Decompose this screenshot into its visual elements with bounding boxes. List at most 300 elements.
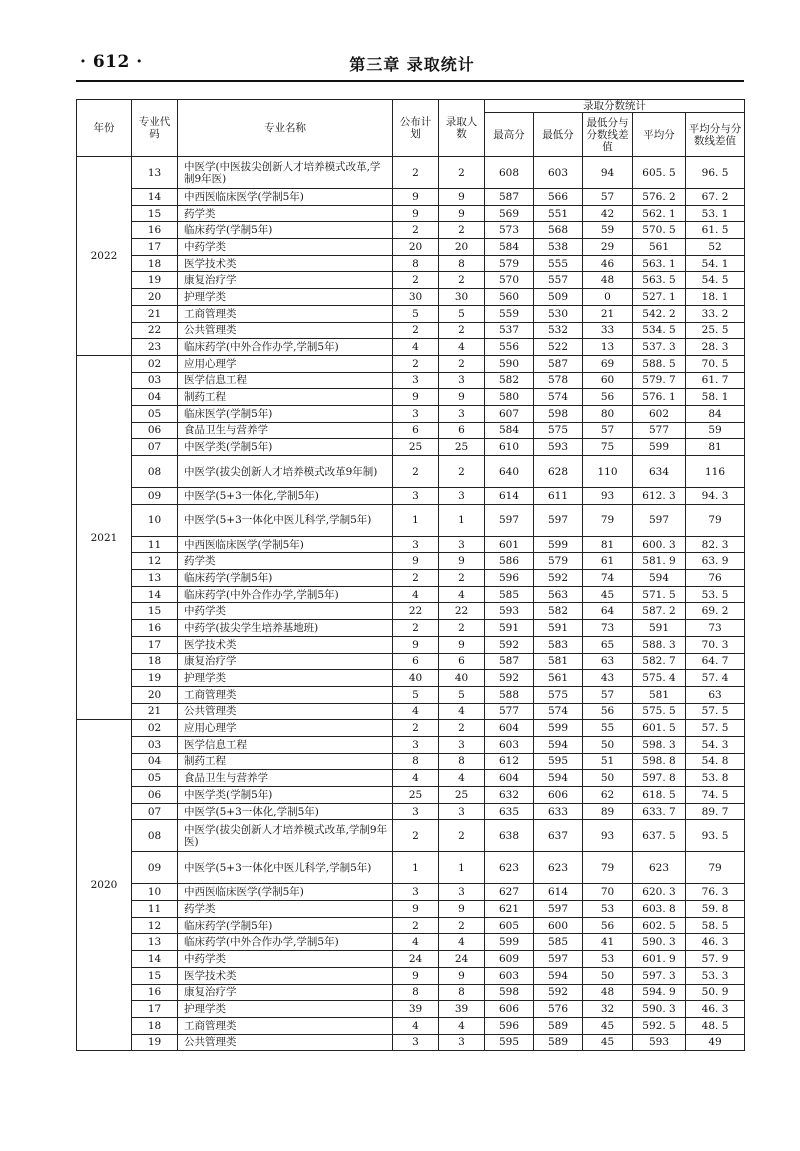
major-name-cell: 临床药学(学制5年) [178, 570, 393, 587]
min-diff-cell: 48 [583, 984, 633, 1001]
min-score-cell: 561 [534, 670, 583, 687]
max-score-cell: 605 [485, 917, 534, 934]
min-diff-cell: 93 [583, 488, 633, 505]
avg-diff-cell: 76 [686, 570, 745, 587]
min-score-cell: 611 [534, 488, 583, 505]
plan-cell: 8 [393, 255, 439, 272]
admitted-cell: 5 [439, 686, 485, 703]
min-score-cell: 597 [534, 901, 583, 918]
major-code-cell: 10 [132, 504, 178, 536]
avg-diff-cell: 116 [686, 456, 745, 488]
min-diff-cell: 55 [583, 720, 633, 737]
max-score-cell: 592 [485, 636, 534, 653]
avg-diff-cell: 63. 9 [686, 553, 745, 570]
header-plan: 公布计划 [393, 100, 439, 157]
min-diff-cell: 110 [583, 456, 633, 488]
min-score-cell: 575 [534, 686, 583, 703]
avg-diff-cell: 61. 5 [686, 222, 745, 239]
avg-score-cell: 579. 7 [633, 372, 686, 389]
table-row [77, 653, 745, 670]
page-header [80, 52, 744, 80]
avg-score-cell: 618. 5 [633, 787, 686, 804]
major-name-cell: 公共管理类 [178, 322, 393, 339]
min-score-cell: 594 [534, 770, 583, 787]
avg-diff-cell: 58. 5 [686, 917, 745, 934]
avg-diff-cell: 53. 1 [686, 205, 745, 222]
max-score-cell: 598 [485, 984, 534, 1001]
max-score-cell: 584 [485, 422, 534, 439]
major-name-cell: 中药学类 [178, 239, 393, 256]
min-diff-cell: 63 [583, 653, 633, 670]
min-score-cell: 593 [534, 439, 583, 456]
avg-score-cell: 602. 5 [633, 917, 686, 934]
plan-cell: 9 [393, 636, 439, 653]
plan-cell: 24 [393, 951, 439, 968]
header-min: 最低分 [534, 113, 583, 157]
table-row [77, 736, 745, 753]
min-score-cell: 509 [534, 289, 583, 306]
avg-score-cell: 537. 3 [633, 339, 686, 356]
plan-cell: 9 [393, 901, 439, 918]
min-score-cell: 579 [534, 553, 583, 570]
plan-cell: 2 [393, 355, 439, 372]
avg-diff-cell: 58. 1 [686, 389, 745, 406]
max-score-cell: 587 [485, 189, 534, 206]
major-name-cell: 中医学(5+3一体化,学制5年) [178, 803, 393, 820]
avg-score-cell: 527. 1 [633, 289, 686, 306]
min-diff-cell: 89 [583, 803, 633, 820]
major-code-cell: 07 [132, 803, 178, 820]
min-score-cell: 574 [534, 389, 583, 406]
major-name-cell: 康复治疗学 [178, 653, 393, 670]
min-diff-cell: 45 [583, 586, 633, 603]
major-code-cell: 16 [132, 222, 178, 239]
major-code-cell: 19 [132, 272, 178, 289]
avg-diff-cell: 79 [686, 852, 745, 884]
admitted-cell: 2 [439, 620, 485, 637]
plan-cell: 2 [393, 456, 439, 488]
plan-cell: 3 [393, 372, 439, 389]
min-diff-cell: 13 [583, 339, 633, 356]
admitted-cell: 40 [439, 670, 485, 687]
max-score-cell: 582 [485, 372, 534, 389]
admitted-cell: 3 [439, 488, 485, 505]
avg-diff-cell: 63 [686, 686, 745, 703]
min-diff-cell: 41 [583, 934, 633, 951]
chapter-title: 第三章 录取统计 [349, 55, 475, 74]
header-min-diff: 最低分与分数线差值 [583, 113, 633, 157]
major-code-cell: 18 [132, 255, 178, 272]
table-row [77, 720, 745, 737]
major-code-cell: 19 [132, 1034, 178, 1051]
major-name-cell: 工商管理类 [178, 1017, 393, 1034]
avg-diff-cell: 59 [686, 422, 745, 439]
avg-score-cell: 633. 7 [633, 803, 686, 820]
table-row [77, 372, 745, 389]
avg-score-cell: 563. 1 [633, 255, 686, 272]
table-head [77, 100, 745, 157]
min-diff-cell: 62 [583, 787, 633, 804]
major-code-cell: 21 [132, 703, 178, 720]
plan-cell: 5 [393, 305, 439, 322]
max-score-cell: 604 [485, 770, 534, 787]
table-row [77, 586, 745, 603]
min-diff-cell: 57 [583, 686, 633, 703]
avg-diff-cell: 84 [686, 405, 745, 422]
min-score-cell: 551 [534, 205, 583, 222]
major-code-cell: 12 [132, 917, 178, 934]
avg-diff-cell: 69. 2 [686, 603, 745, 620]
min-score-cell: 598 [534, 405, 583, 422]
max-score-cell: 596 [485, 1017, 534, 1034]
major-name-cell: 临床药学(中外合作办学,学制5年) [178, 339, 393, 356]
avg-score-cell: 570. 5 [633, 222, 686, 239]
major-name-cell: 护理学类 [178, 1001, 393, 1018]
min-score-cell: 595 [534, 753, 583, 770]
min-score-cell: 538 [534, 239, 583, 256]
table-row [77, 205, 745, 222]
table-row [77, 787, 745, 804]
plan-cell: 4 [393, 339, 439, 356]
plan-cell: 1 [393, 852, 439, 884]
min-score-cell: 530 [534, 305, 583, 322]
plan-cell: 25 [393, 439, 439, 456]
table-row [77, 355, 745, 372]
avg-diff-cell: 54. 5 [686, 272, 745, 289]
avg-diff-cell: 81 [686, 439, 745, 456]
header-major-name: 专业名称 [178, 100, 393, 157]
avg-diff-cell: 93. 5 [686, 820, 745, 852]
plan-cell: 3 [393, 803, 439, 820]
major-code-cell: 20 [132, 686, 178, 703]
major-code-cell: 05 [132, 405, 178, 422]
min-score-cell: 589 [534, 1034, 583, 1051]
avg-diff-cell: 33. 2 [686, 305, 745, 322]
major-name-cell: 中西医临床医学(学制5年) [178, 884, 393, 901]
major-code-cell: 12 [132, 553, 178, 570]
plan-cell: 3 [393, 536, 439, 553]
avg-score-cell: 598. 3 [633, 736, 686, 753]
admitted-cell: 2 [439, 570, 485, 587]
major-code-cell: 08 [132, 820, 178, 852]
major-code-cell: 10 [132, 884, 178, 901]
max-score-cell: 599 [485, 934, 534, 951]
avg-score-cell: 634 [633, 456, 686, 488]
avg-diff-cell: 61. 7 [686, 372, 745, 389]
table-row [77, 570, 745, 587]
min-score-cell: 522 [534, 339, 583, 356]
major-code-cell: 15 [132, 205, 178, 222]
avg-score-cell: 597. 8 [633, 770, 686, 787]
min-diff-cell: 56 [583, 703, 633, 720]
major-name-cell: 食品卫生与营养学 [178, 422, 393, 439]
avg-score-cell: 591 [633, 620, 686, 637]
major-name-cell: 工商管理类 [178, 686, 393, 703]
max-score-cell: 623 [485, 852, 534, 884]
plan-cell: 3 [393, 1034, 439, 1051]
avg-score-cell: 612. 3 [633, 488, 686, 505]
table-row [77, 884, 745, 901]
major-code-cell: 17 [132, 636, 178, 653]
max-score-cell: 537 [485, 322, 534, 339]
major-code-cell: 09 [132, 488, 178, 505]
plan-cell: 4 [393, 770, 439, 787]
admitted-cell: 4 [439, 1017, 485, 1034]
table-row [77, 670, 745, 687]
admitted-cell: 1 [439, 504, 485, 536]
avg-diff-cell: 57. 4 [686, 670, 745, 687]
avg-diff-cell: 89. 7 [686, 803, 745, 820]
table-row [77, 553, 745, 570]
table-row [77, 917, 745, 934]
table-row [77, 1017, 745, 1034]
major-code-cell: 20 [132, 289, 178, 306]
max-score-cell: 601 [485, 536, 534, 553]
admitted-cell: 9 [439, 636, 485, 653]
min-score-cell: 576 [534, 1001, 583, 1018]
major-code-cell: 14 [132, 189, 178, 206]
max-score-cell: 612 [485, 753, 534, 770]
min-diff-cell: 65 [583, 636, 633, 653]
major-name-cell: 临床药学(中外合作办学,学制5年) [178, 934, 393, 951]
major-code-cell: 11 [132, 901, 178, 918]
table-row [77, 289, 745, 306]
major-code-cell: 15 [132, 967, 178, 984]
avg-diff-cell: 18. 1 [686, 289, 745, 306]
year-cell: 2022 [77, 157, 132, 356]
admitted-cell: 9 [439, 967, 485, 984]
table-row [77, 405, 745, 422]
major-code-cell: 16 [132, 620, 178, 637]
admitted-cell: 3 [439, 884, 485, 901]
min-score-cell: 575 [534, 422, 583, 439]
admitted-cell: 2 [439, 820, 485, 852]
min-score-cell: 532 [534, 322, 583, 339]
plan-cell: 9 [393, 389, 439, 406]
header-avg: 平均分 [633, 113, 686, 157]
admission-score-table [76, 99, 745, 1051]
major-code-cell: 06 [132, 422, 178, 439]
avg-diff-cell: 53. 3 [686, 967, 745, 984]
min-score-cell: 614 [534, 884, 583, 901]
plan-cell: 1 [393, 504, 439, 536]
plan-cell: 2 [393, 917, 439, 934]
avg-score-cell: 594 [633, 570, 686, 587]
avg-diff-cell: 50. 9 [686, 984, 745, 1001]
year-cell: 2020 [77, 720, 132, 1051]
avg-score-cell: 637. 5 [633, 820, 686, 852]
max-score-cell: 640 [485, 456, 534, 488]
min-diff-cell: 64 [583, 603, 633, 620]
max-score-cell: 606 [485, 1001, 534, 1018]
avg-score-cell: 605. 5 [633, 157, 686, 189]
major-name-cell: 公共管理类 [178, 1034, 393, 1051]
max-score-cell: 608 [485, 157, 534, 189]
plan-cell: 4 [393, 1017, 439, 1034]
min-diff-cell: 51 [583, 753, 633, 770]
min-score-cell: 582 [534, 603, 583, 620]
plan-cell: 4 [393, 703, 439, 720]
major-code-cell: 18 [132, 653, 178, 670]
max-score-cell: 569 [485, 205, 534, 222]
header-score-stats: 录取分数统计 [485, 100, 745, 113]
min-score-cell: 594 [534, 736, 583, 753]
table-row [77, 984, 745, 1001]
min-diff-cell: 29 [583, 239, 633, 256]
min-diff-cell: 53 [583, 951, 633, 968]
avg-diff-cell: 57. 5 [686, 703, 745, 720]
min-diff-cell: 50 [583, 967, 633, 984]
table-row [77, 603, 745, 620]
major-name-cell: 临床药学(学制5年) [178, 917, 393, 934]
table-row [77, 636, 745, 653]
major-code-cell: 13 [132, 570, 178, 587]
min-score-cell: 592 [534, 984, 583, 1001]
major-name-cell: 制药工程 [178, 389, 393, 406]
min-diff-cell: 60 [583, 372, 633, 389]
avg-score-cell: 561 [633, 239, 686, 256]
table-row [77, 1001, 745, 1018]
major-name-cell: 临床药学(学制5年) [178, 222, 393, 239]
min-diff-cell: 59 [583, 222, 633, 239]
min-diff-cell: 73 [583, 620, 633, 637]
avg-diff-cell: 73 [686, 620, 745, 637]
min-diff-cell: 70 [583, 884, 633, 901]
header-major-code: 专业代码 [132, 100, 178, 157]
plan-cell: 2 [393, 620, 439, 637]
max-score-cell: 627 [485, 884, 534, 901]
plan-cell: 9 [393, 205, 439, 222]
plan-cell: 2 [393, 157, 439, 189]
major-name-cell: 医学信息工程 [178, 372, 393, 389]
min-score-cell: 599 [534, 720, 583, 737]
table-row [77, 934, 745, 951]
max-score-cell: 573 [485, 222, 534, 239]
avg-diff-cell: 46. 3 [686, 1001, 745, 1018]
min-score-cell: 555 [534, 255, 583, 272]
max-score-cell: 593 [485, 603, 534, 620]
avg-score-cell: 597. 3 [633, 967, 686, 984]
min-score-cell: 633 [534, 803, 583, 820]
admitted-cell: 9 [439, 901, 485, 918]
min-score-cell: 587 [534, 355, 583, 372]
table-row [77, 157, 745, 189]
max-score-cell: 580 [485, 389, 534, 406]
min-diff-cell: 75 [583, 439, 633, 456]
max-score-cell: 604 [485, 720, 534, 737]
major-name-cell: 护理学类 [178, 670, 393, 687]
admitted-cell: 25 [439, 439, 485, 456]
admitted-cell: 24 [439, 951, 485, 968]
table-row [77, 967, 745, 984]
min-score-cell: 606 [534, 787, 583, 804]
admitted-cell: 2 [439, 272, 485, 289]
min-score-cell: 591 [534, 620, 583, 637]
major-name-cell: 医学技术类 [178, 255, 393, 272]
avg-score-cell: 575. 4 [633, 670, 686, 687]
min-diff-cell: 74 [583, 570, 633, 587]
major-name-cell: 中医学(拔尖创新人才培养模式改革9年制) [178, 456, 393, 488]
avg-diff-cell: 46. 3 [686, 934, 745, 951]
table-row [77, 389, 745, 406]
admitted-cell: 25 [439, 787, 485, 804]
plan-cell: 39 [393, 1001, 439, 1018]
avg-score-cell: 601. 9 [633, 951, 686, 968]
plan-cell: 3 [393, 736, 439, 753]
admitted-cell: 39 [439, 1001, 485, 1018]
table-row [77, 1034, 745, 1051]
table-row [77, 703, 745, 720]
plan-cell: 9 [393, 553, 439, 570]
major-name-cell: 中医学(5+3一体化,学制5年) [178, 488, 393, 505]
avg-score-cell: 594. 9 [633, 984, 686, 1001]
plan-cell: 9 [393, 967, 439, 984]
min-diff-cell: 43 [583, 670, 633, 687]
major-code-cell: 17 [132, 239, 178, 256]
major-code-cell: 15 [132, 603, 178, 620]
table-row [77, 951, 745, 968]
major-name-cell: 医学技术类 [178, 967, 393, 984]
admitted-cell: 4 [439, 586, 485, 603]
avg-diff-cell: 54. 1 [686, 255, 745, 272]
major-code-cell: 21 [132, 305, 178, 322]
max-score-cell: 632 [485, 787, 534, 804]
admitted-cell: 30 [439, 289, 485, 306]
max-score-cell: 584 [485, 239, 534, 256]
max-score-cell: 638 [485, 820, 534, 852]
major-code-cell: 22 [132, 322, 178, 339]
admitted-cell: 3 [439, 803, 485, 820]
max-score-cell: 587 [485, 653, 534, 670]
major-name-cell: 临床医学(学制5年) [178, 405, 393, 422]
table-row [77, 339, 745, 356]
admitted-cell: 6 [439, 422, 485, 439]
min-diff-cell: 32 [583, 1001, 633, 1018]
plan-cell: 6 [393, 422, 439, 439]
major-code-cell: 02 [132, 720, 178, 737]
min-score-cell: 597 [534, 951, 583, 968]
avg-diff-cell: 57. 9 [686, 951, 745, 968]
avg-score-cell: 563. 5 [633, 272, 686, 289]
min-diff-cell: 46 [583, 255, 633, 272]
admitted-cell: 4 [439, 339, 485, 356]
avg-score-cell: 590. 3 [633, 1001, 686, 1018]
major-name-cell: 医学技术类 [178, 636, 393, 653]
avg-diff-cell: 74. 5 [686, 787, 745, 804]
table-row [77, 803, 745, 820]
avg-score-cell: 534. 5 [633, 322, 686, 339]
avg-diff-cell: 52 [686, 239, 745, 256]
table-row [77, 620, 745, 637]
major-code-cell: 03 [132, 736, 178, 753]
major-code-cell: 23 [132, 339, 178, 356]
min-score-cell: 599 [534, 536, 583, 553]
max-score-cell: 579 [485, 255, 534, 272]
admitted-cell: 3 [439, 1034, 485, 1051]
plan-cell: 20 [393, 239, 439, 256]
min-diff-cell: 45 [583, 1017, 633, 1034]
min-score-cell: 574 [534, 703, 583, 720]
major-code-cell: 04 [132, 753, 178, 770]
table-row [77, 901, 745, 918]
avg-diff-cell: 76. 3 [686, 884, 745, 901]
avg-diff-cell: 57. 5 [686, 720, 745, 737]
admitted-cell: 8 [439, 984, 485, 1001]
major-name-cell: 中医学(5+3一体化中医儿科学,学制5年) [178, 504, 393, 536]
table-row [77, 272, 745, 289]
plan-cell: 40 [393, 670, 439, 687]
avg-score-cell: 599 [633, 439, 686, 456]
